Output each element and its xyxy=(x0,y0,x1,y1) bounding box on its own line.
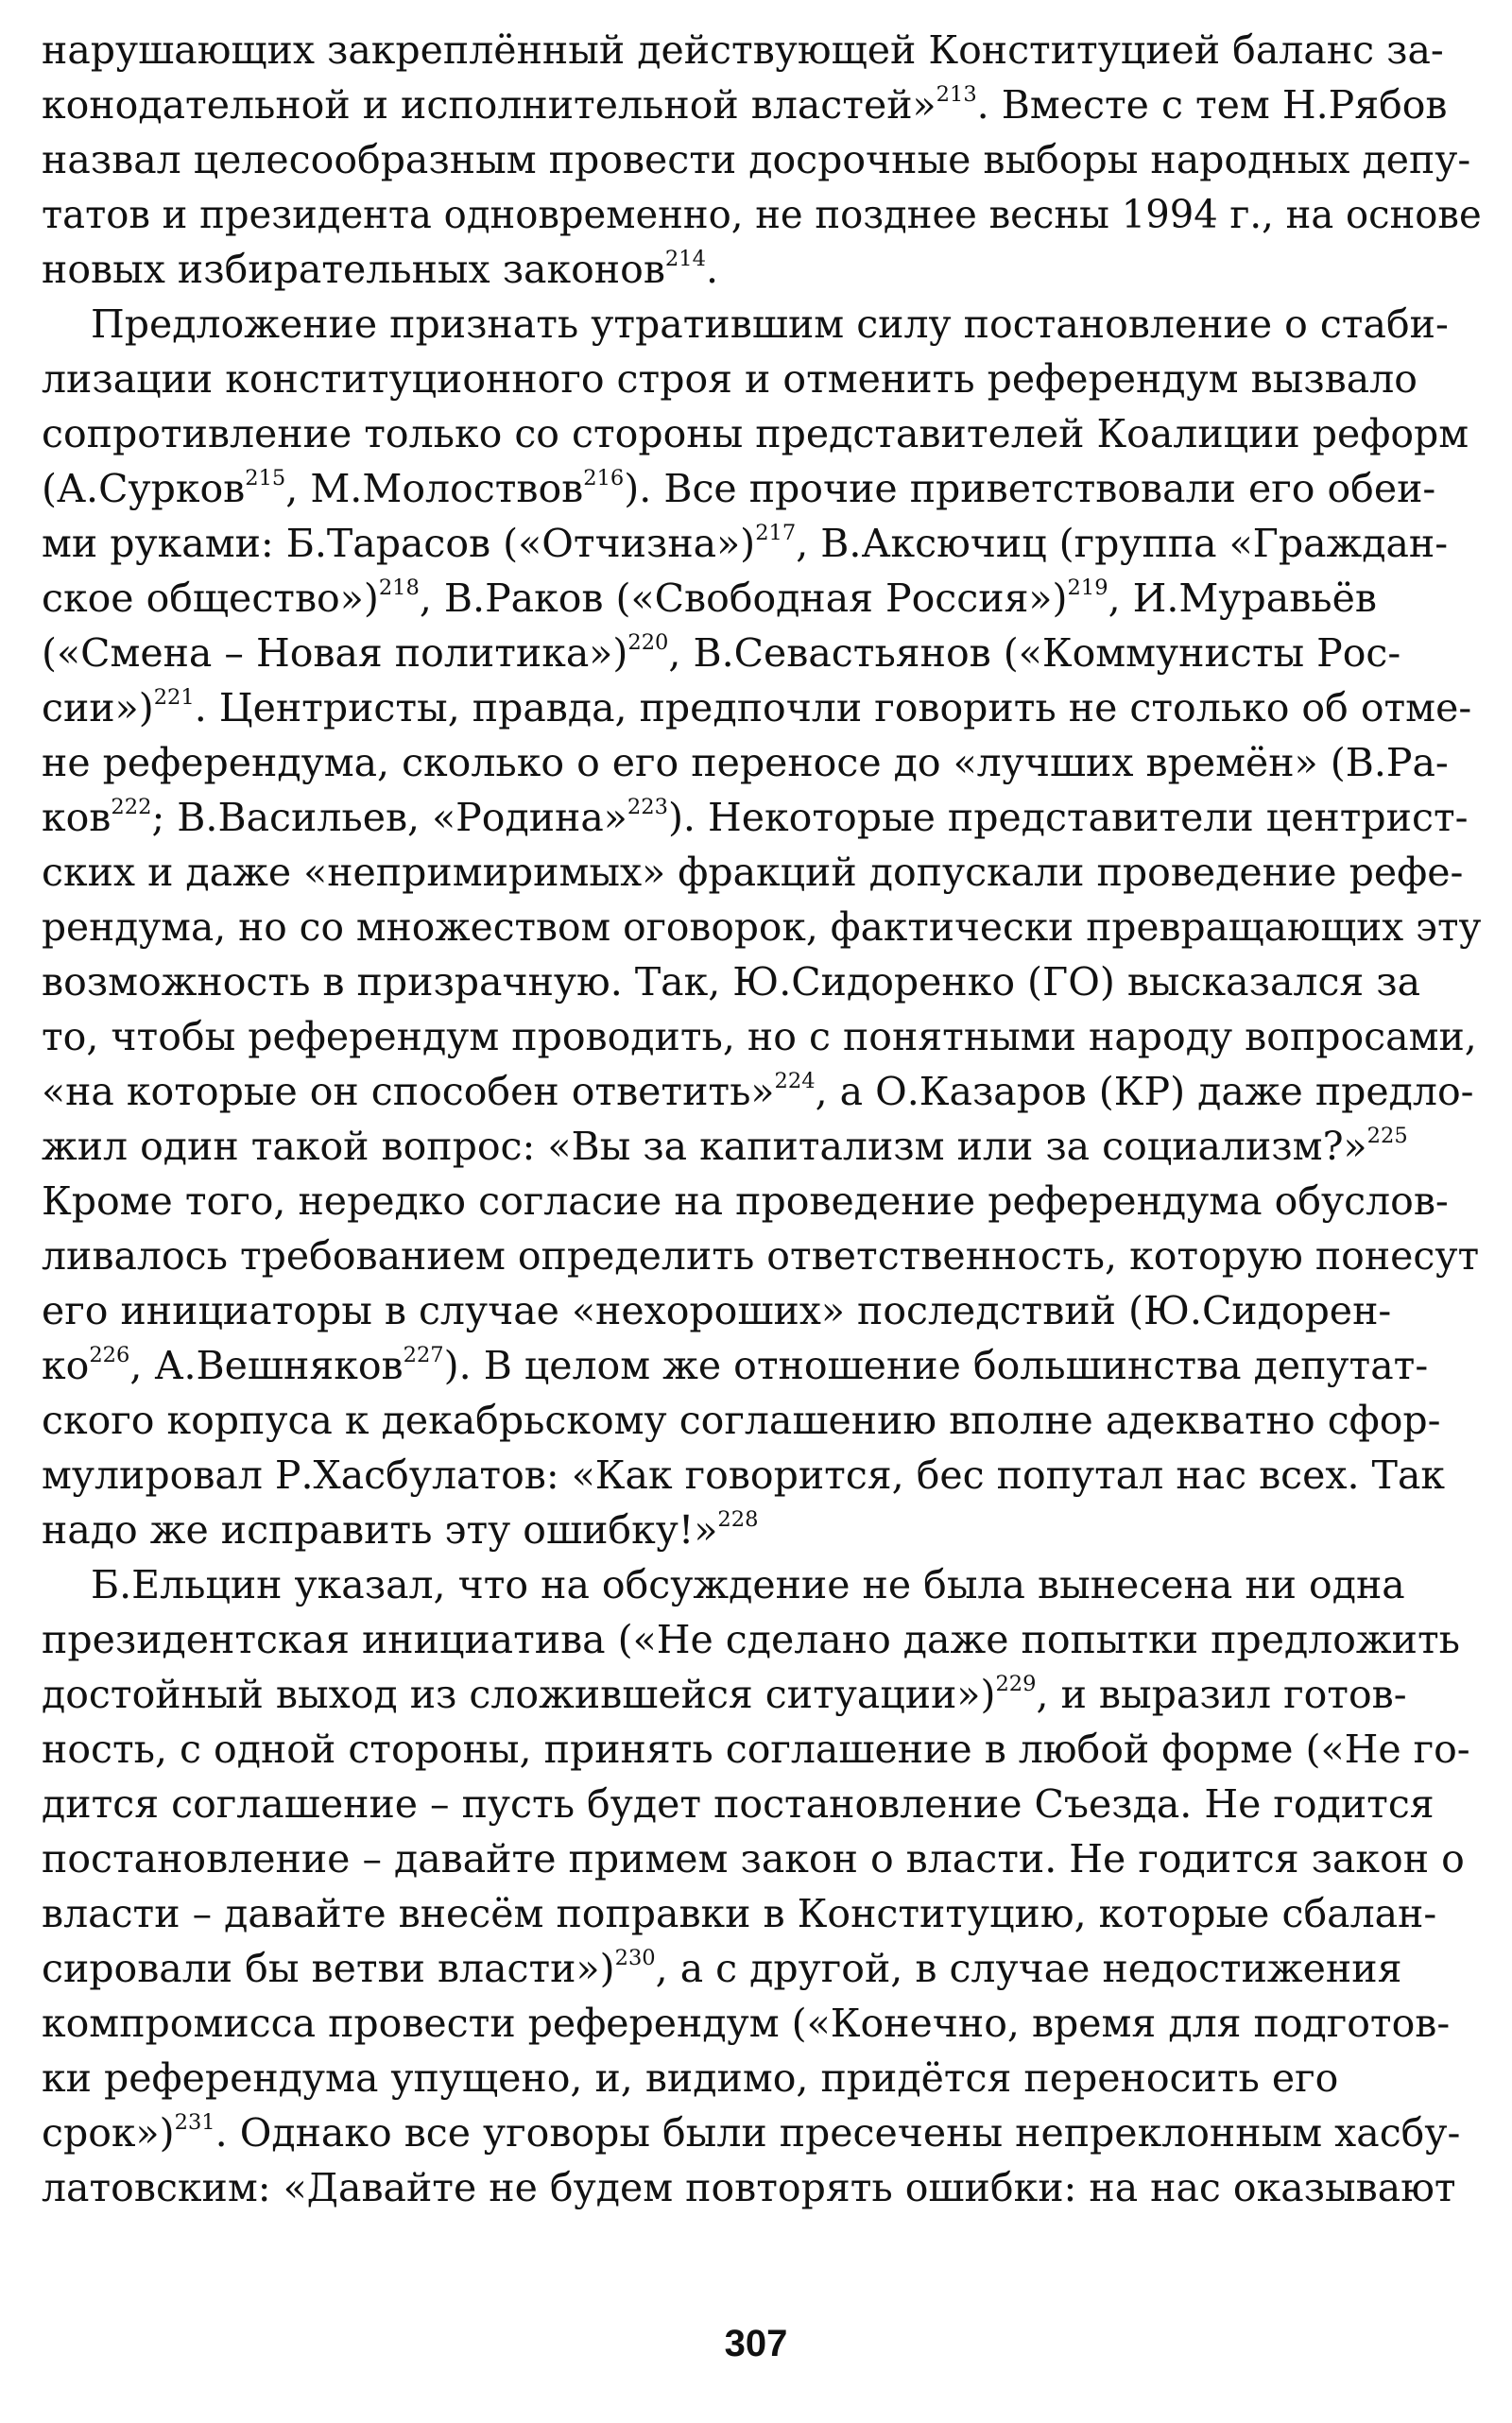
text-line: $ко^{226}$, А.Вешняков$^{227}$). В целом же отношение большинства депутат- xyxy=(42,1342,1429,1388)
text-line: ского корпуса к декабрьскому соглашению вполне адекватно сфор- xyxy=(42,1398,1441,1443)
text-line: достойный выход из сложившейся ситуации»)$^{229}$, и выразил готов- xyxy=(42,1671,1407,1717)
page-number: 307 xyxy=(724,2323,788,2364)
text-line: латовским: «Давайте не будем повторять ошибки: на нас оказывают xyxy=(42,2165,1456,2210)
text-line: возможность в призрачную. Так, Ю.Сидоренко (ГО) высказался за xyxy=(42,959,1421,1005)
text-line: («Смена – Новая политика»)$^{220}$, В.Севастьянов («Коммунисты Рос- xyxy=(42,629,1401,676)
text-line: татов и президента одновременно, не позднее весны 1994 г., на основе xyxy=(42,192,1482,237)
text-line: мулировал Р.Хасбулатов: «Как говорится, бес попутал нас всех. Так xyxy=(42,1452,1446,1498)
text-line: нарушающих закреплённый действующей Конституцией баланс за- xyxy=(42,27,1444,73)
text-line: жил один такой вопрос: «Вы за капитализм или за социализм?»$^{225}$ xyxy=(42,1123,1408,1169)
text-line: Б.Ельцин указал, что на обсуждение не была вынесена ни одна xyxy=(91,1562,1405,1607)
text-line: конодательной и исполнительной властей»$^{213}$. Вместе с тем Н.Рябов xyxy=(42,81,1448,128)
text-line: ских и даже «непримиримых» фракций допускали проведение рефе- xyxy=(42,850,1464,895)
text-line: Кроме того, нередко согласие на проведение референдума обуслов- xyxy=(42,1178,1449,1224)
text-line: то, чтобы референдум проводить, но с понятными народу вопросами, xyxy=(42,1014,1477,1059)
text-line: срок»)$^{231}$. Однако все уговоры были пресечены непреклонным хасбу- xyxy=(42,2109,1461,2156)
text-line: ское общество»)$^{218}$, В.Раков («Свободная Россия»)$^{219}$, И.Муравьёв xyxy=(42,575,1377,621)
text-line: новых избирательных законов$^{214}$. xyxy=(42,246,718,292)
text-line: (А.Сурков$^{215}$, М.Молоствов$^{216}$). Все прочие приветствовали его обеи- xyxy=(42,465,1436,511)
text-line: компромисса провести референдум («Конечно, время для подготов- xyxy=(42,2001,1451,2046)
text-line: ков$^{222}$; В.Васильев, «Родина»$^{223}$). Некоторые представители центрист- xyxy=(42,794,1469,840)
text-line: не референдума, сколько о его переносе до «лучших времён» (В.Ра- xyxy=(42,740,1449,785)
text-line: президентская инициатива («Не сделано даже попытки предложить xyxy=(42,1617,1460,1662)
text-line: власти – давайте внесём поправки в Конституцию, которые сбалан- xyxy=(42,1891,1437,1936)
text-line: его инициаторы в случае «нехороших» последствий (Ю.Сидорен- xyxy=(42,1288,1392,1333)
text-line: ки референдума упущено, и, видимо, придётся переносить его xyxy=(42,2055,1339,2101)
text-line: лизации конституционного строя и отменить референдум вызвало xyxy=(42,356,1418,402)
text-line: сопротивление только со стороны представителей Коалиции реформ xyxy=(42,411,1469,456)
text-line: дится соглашение – пусть будет постановление Съезда. Не годится xyxy=(42,1781,1435,1827)
text-line: рендума, но со множеством оговорок, фактически превращающих эту xyxy=(42,904,1482,950)
text-line: «на которые он способен ответить»$^{224}$, а О.Казаров (КР) даже предло- xyxy=(42,1068,1474,1114)
text-line: ми руками: Б.Тарасов («Отчизна»)$^{217}$, В.Аксючиц (группа «Граждан- xyxy=(42,520,1449,566)
text-line: сировали бы ветви власти»)$^{230}$, а с другой, в случае недостижения xyxy=(42,1945,1402,1991)
text-line: назвал целесообразным провести досрочные выборы народных депу- xyxy=(42,137,1471,182)
text-line: сии»)$^{221}$. Центристы, правда, предпочли говорить не столько об отме- xyxy=(42,684,1472,730)
text-line: надо же исправить эту ошибку!»$^{228}$ xyxy=(42,1506,759,1553)
text-line: ность, с одной стороны, принять соглашение в любой форме («Не го- xyxy=(42,1727,1470,1772)
text-line: Предложение признать утратившим силу постановление о стаби- xyxy=(91,301,1449,347)
text-line: ливалось требованием определить ответственность, которую понесут xyxy=(42,1233,1480,1279)
text-line: постановление – давайте примем закон о власти. Не годится закон о xyxy=(42,1836,1465,1882)
